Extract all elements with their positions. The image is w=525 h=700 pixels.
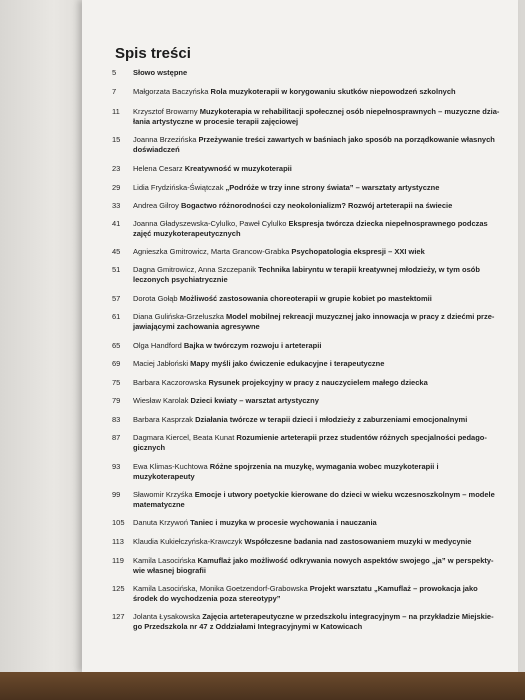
toc-entry bbox=[112, 265, 502, 285]
toc-author: Danuta Krzywoń bbox=[133, 518, 189, 527]
toc-entry-text bbox=[133, 556, 502, 576]
toc-chapter-title: Możliwość zastosowania choreoterapii w grupie kobiet po mastektomii bbox=[179, 294, 432, 303]
toc-author: Barbara Kaczorowska bbox=[133, 378, 207, 387]
toc-entry-text bbox=[133, 107, 502, 127]
toc-entry bbox=[112, 219, 502, 239]
table-of-contents bbox=[112, 68, 502, 632]
toc-entry bbox=[112, 312, 502, 332]
toc-chapter-title: Mapy myśli jako ćwiczenie edukacyjne i terapeutyczne bbox=[190, 359, 385, 368]
toc-author: Małgorzata Baczyńska bbox=[133, 87, 209, 96]
toc-entry bbox=[112, 135, 502, 155]
toc-entry bbox=[112, 341, 502, 351]
toc-entry-text bbox=[133, 415, 502, 425]
toc-chapter-title: Kreatywność w muzykoterapii bbox=[184, 164, 292, 173]
toc-page-number: 7 bbox=[112, 87, 117, 96]
toc-author: Ewa Klimas-Kuchtowa bbox=[133, 462, 208, 471]
toc-entry bbox=[112, 164, 502, 174]
toc-entry-text bbox=[133, 518, 502, 528]
toc-entry bbox=[112, 415, 502, 425]
toc-page-number: 57 bbox=[112, 294, 121, 303]
toc-page-number: 75 bbox=[112, 378, 121, 387]
toc-page-number: 23 bbox=[112, 164, 121, 173]
toc-entry-text bbox=[133, 135, 502, 155]
toc-entry bbox=[112, 490, 502, 510]
page-title: Spis treści bbox=[115, 45, 191, 62]
toc-page-number: 41 bbox=[112, 219, 121, 228]
toc-entry bbox=[112, 359, 502, 369]
toc-entry-text bbox=[133, 87, 502, 97]
toc-page-number: 11 bbox=[112, 107, 120, 116]
toc-entry bbox=[112, 462, 502, 482]
toc-entry-text bbox=[133, 462, 502, 482]
toc-author: Diana Gulińska-Grzeluszka bbox=[133, 312, 224, 321]
toc-entry bbox=[112, 556, 502, 576]
toc-author: Barbara Kasprzak bbox=[133, 415, 194, 424]
toc-author: Krzysztof Browarny bbox=[133, 107, 198, 116]
toc-page-number: 5 bbox=[112, 68, 117, 77]
toc-chapter-title: Taniec i muzyka w procesie wychowania i nauczania bbox=[190, 518, 377, 527]
toc-entry bbox=[112, 518, 502, 528]
toc-chapter-title: Ekspresja twórcza dziecka niepełnosprawnego podczas zajęć muzykoterapeutycznych bbox=[133, 219, 488, 238]
toc-author: Kamila Lasocińska, Monika Goetzendorf-Grabowska bbox=[133, 584, 308, 593]
toc-entry-text bbox=[133, 341, 502, 351]
toc-entry-text bbox=[133, 164, 502, 174]
toc-page-number: 61 bbox=[112, 312, 121, 321]
toc-page-number: 29 bbox=[112, 183, 121, 192]
toc-author: Olga Handford bbox=[133, 341, 182, 350]
toc-entry bbox=[112, 433, 502, 453]
toc-author: Andrea Gilroy bbox=[133, 201, 179, 210]
toc-author: Joanna Gładyszewska-Cylulko, Paweł Cylulko bbox=[133, 219, 287, 228]
toc-page-number: 87 bbox=[112, 433, 121, 442]
background-table bbox=[0, 672, 525, 700]
toc-chapter-title: Różne spojrzenia na muzykę, wymagania wobec muzykoterapii i muzykoterapeuty bbox=[133, 462, 439, 481]
toc-entry-text bbox=[133, 183, 502, 193]
toc-chapter-title: „Podróże w trzy inne strony świata” – warsztaty artystyczne bbox=[225, 183, 440, 192]
toc-author: Dorota Gołąb bbox=[133, 294, 178, 303]
toc-entry bbox=[112, 378, 502, 388]
toc-entry-text bbox=[133, 584, 502, 604]
toc-author: Agnieszka Gmitrowicz, Marta Grancow-Grabka bbox=[133, 247, 290, 256]
toc-entry-text bbox=[133, 294, 502, 304]
toc-entry bbox=[112, 87, 502, 97]
toc-page-number: 83 bbox=[112, 415, 121, 424]
toc-author: Dagna Gmitrowicz, Anna Szczepanik bbox=[133, 265, 256, 274]
toc-chapter-title: Dzieci kwiaty – warsztat artystyczny bbox=[190, 396, 319, 405]
toc-page-number: 15 bbox=[112, 135, 121, 144]
toc-page-number: 105 bbox=[112, 518, 125, 527]
toc-entry bbox=[112, 537, 502, 547]
toc-chapter-title: Zajęcia arteterapeutyczne w przedszkolu integracyjnym – na przykładzie Miejskie-go Przedszkola nr 47 z Oddziałami Integracyjnymi w Katowicach bbox=[133, 612, 494, 631]
toc-page-number: 125 bbox=[112, 584, 125, 593]
toc-entry-text bbox=[133, 612, 502, 632]
toc-entry bbox=[112, 68, 502, 78]
toc-chapter-title: Projekt warsztatu „Kamuflaż – prowokacja jako środek do wychodzenia poza stereotypy” bbox=[133, 584, 478, 603]
toc-author: Maciej Jabłoński bbox=[133, 359, 189, 368]
toc-chapter-title: Bogactwo różnorodności czy neokolonializm? Rozwój arteterapii na świecie bbox=[180, 201, 453, 210]
toc-page-number: 45 bbox=[112, 247, 121, 256]
toc-entry bbox=[112, 396, 502, 406]
toc-author: Helena Cesarz bbox=[133, 164, 183, 173]
toc-chapter-title: Model mobilnej rekreacji muzycznej jako innowacja w pracy z dziećmi prze-jawiającymi zachowania agresywne bbox=[133, 312, 495, 331]
toc-author: Lidia Frydzińska-Świątczak bbox=[133, 183, 224, 192]
toc-chapter-title: Współczesne badania nad zastosowaniem muzyki w medycynie bbox=[244, 537, 472, 546]
toc-page-number: 33 bbox=[112, 201, 121, 210]
toc-author: Joanna Brzezińska bbox=[133, 135, 197, 144]
toc-author: Wiesław Karolak bbox=[133, 396, 189, 405]
toc-page-number: 51 bbox=[112, 265, 121, 274]
toc-page-number: 127 bbox=[112, 612, 125, 621]
toc-page-number: 69 bbox=[112, 359, 121, 368]
toc-chapter-title: Technika labiryntu w terapii kreatywnej młodzieży, w tym osób leczonych psychiatrycznie bbox=[133, 265, 480, 284]
toc-chapter-title: Kamuflaż jako możliwość odkrywania nowych aspektów swojego „ja” w perspekty-wie własnej biografii bbox=[133, 556, 494, 575]
toc-author: Klaudia Kukiełczyńska-Krawczyk bbox=[133, 537, 243, 546]
toc-entry bbox=[112, 107, 502, 127]
toc-entry bbox=[112, 183, 502, 193]
toc-chapter-title: Rozumienie arteterapii przez studentów różnych specjalności pedago-gicznych bbox=[133, 433, 487, 452]
toc-chapter-title: Muzykoterapia w rehabilitacji społecznej osób niepełnosprawnych – muzyczne dzia-łania artystyczne w procesie terapii zajęciowej bbox=[133, 107, 500, 126]
toc-author: Kamila Lasocińska bbox=[133, 556, 196, 565]
toc-entry-text bbox=[133, 219, 502, 239]
toc-entry-text bbox=[133, 201, 502, 211]
toc-entry bbox=[112, 247, 502, 257]
toc-chapter-title: Bajka w twórczym rozwoju i arteterapii bbox=[183, 341, 322, 350]
toc-author: Jolanta Łysakowska bbox=[133, 612, 201, 621]
toc-chapter-title: Psychopatologia ekspresji – XXI wiek bbox=[291, 247, 425, 256]
toc-page-number: 79 bbox=[112, 396, 121, 405]
toc-chapter-title: Rysunek projekcyjny w pracy z nauczycielem małego dziecka bbox=[208, 378, 428, 387]
toc-page-number: 65 bbox=[112, 341, 121, 350]
toc-chapter-title: Emocje i utwory poetyckie kierowane do dzieci w wieku wczesnoszkolnym – modele matematyczne bbox=[133, 490, 495, 509]
toc-entry-text bbox=[133, 68, 502, 78]
toc-page-number: 93 bbox=[112, 462, 121, 471]
toc-entry bbox=[112, 201, 502, 211]
toc-entry-text bbox=[133, 265, 502, 285]
toc-entry bbox=[112, 612, 502, 632]
background-right-edge bbox=[517, 0, 525, 700]
toc-author: Dagmara Kiercel, Beata Kunat bbox=[133, 433, 235, 442]
toc-entry-text bbox=[133, 490, 502, 510]
toc-chapter-title: Działania twórcze w terapii dzieci i młodzieży z zaburzeniami emocjonalnymi bbox=[195, 415, 468, 424]
toc-entry-text bbox=[133, 378, 502, 388]
toc-page-number: 99 bbox=[112, 490, 121, 499]
toc-page-number: 119 bbox=[112, 556, 124, 565]
toc-entry-text bbox=[133, 537, 502, 547]
toc-entry bbox=[112, 294, 502, 304]
toc-author: Sławomir Krzyśka bbox=[133, 490, 193, 499]
toc-entry-text bbox=[133, 396, 502, 406]
toc-chapter-title: Przeżywanie treści zawartych w baśniach jako sposób na porządkowanie własnych doświadczeń bbox=[133, 135, 495, 154]
toc-chapter-title: Słowo wstępne bbox=[133, 68, 188, 77]
toc-entry-text bbox=[133, 433, 502, 453]
toc-entry bbox=[112, 584, 502, 604]
toc-entry-text bbox=[133, 312, 502, 332]
toc-entry-text bbox=[133, 359, 502, 369]
toc-entry-text bbox=[133, 247, 502, 257]
toc-chapter-title: Rola muzykoterapii w korygowaniu skutków niepowodzeń szkolnych bbox=[210, 87, 456, 96]
toc-page-number: 113 bbox=[112, 537, 124, 546]
background-left-page bbox=[0, 0, 90, 700]
